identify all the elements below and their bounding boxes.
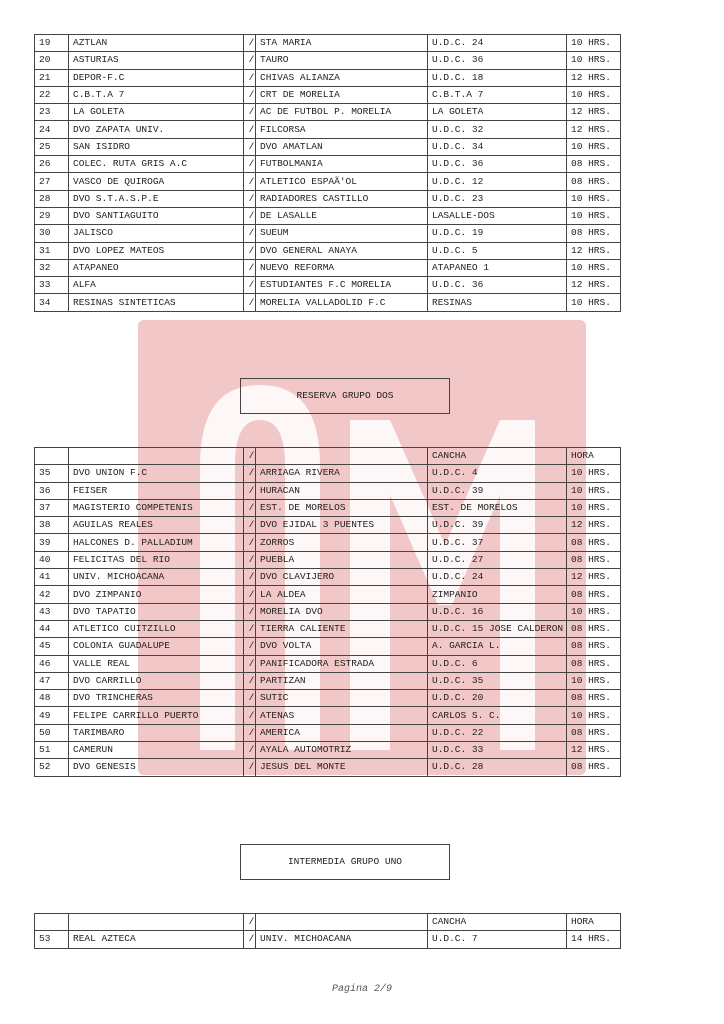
field-cancha-cell: LASALLE-DOS [428, 207, 567, 224]
match-table-1 [34, 34, 621, 312]
match-table-1-body [35, 35, 621, 312]
versus-separator-cell: / [244, 138, 256, 155]
page-footer: Pagina 2/9 [331, 984, 392, 995]
versus-separator-cell: / [244, 173, 256, 190]
home-team-cell: DVO TAPATIO [69, 603, 244, 620]
field-cancha-cell: U.D.C. 24 [428, 569, 567, 586]
field-cancha-cell: U.D.C. 16 [428, 603, 567, 620]
versus-separator-cell: / [244, 104, 256, 121]
home-team-cell: DVO S.T.A.S.P.E [69, 190, 244, 207]
time-hora-cell: 10 HRS. [567, 672, 621, 689]
match-number-cell: 26 [35, 156, 69, 173]
away-team-cell: TAURO [256, 52, 428, 69]
field-cancha-cell: LA GOLETA [428, 104, 567, 121]
time-hora-cell: 08 HRS. [567, 655, 621, 672]
field-cancha-cell: U.D.C. 34 [428, 138, 567, 155]
home-team-cell: ATAPANEO [69, 259, 244, 276]
home-team-cell: COLONIA GUADALUPE [69, 638, 244, 655]
table-row [35, 482, 621, 499]
table3-header-row [35, 914, 621, 931]
home-team-cell: JALISCO [69, 225, 244, 242]
away-team-cell: EST. DE MORELOS [256, 499, 428, 516]
match-number-cell: 24 [35, 121, 69, 138]
time-hora-cell: 12 HRS. [567, 242, 621, 259]
table-row [35, 551, 621, 568]
home-team-cell: MAGISTERIO COMPETENIS [69, 499, 244, 516]
home-team-cell: CAMERUN [69, 742, 244, 759]
match-table-3-body [35, 914, 621, 949]
away-team-cell: HURACAN [256, 482, 428, 499]
header-versus-separator: / [244, 914, 256, 931]
table-row [35, 638, 621, 655]
header-time-hora: HORA [567, 914, 621, 931]
home-team-cell: SAN ISIDRO [69, 138, 244, 155]
match-number-cell: 51 [35, 742, 69, 759]
table-row [35, 207, 621, 224]
match-number-cell: 23 [35, 104, 69, 121]
field-cancha-cell: U.D.C. 28 [428, 759, 567, 776]
time-hora-cell: 10 HRS. [567, 259, 621, 276]
match-number-cell: 39 [35, 534, 69, 551]
home-team-cell: LA GOLETA [69, 104, 244, 121]
table-row [35, 759, 621, 776]
away-team-cell: ARRIAGA RIVERA [256, 465, 428, 482]
home-team-cell: ALFA [69, 277, 244, 294]
time-hora-cell: 10 HRS. [567, 707, 621, 724]
field-cancha-cell: U.D.C. 35 [428, 672, 567, 689]
home-team-cell: DEPOR-F.C [69, 69, 244, 86]
match-number-cell: 25 [35, 138, 69, 155]
versus-separator-cell: / [244, 638, 256, 655]
field-cancha-cell: U.D.C. 39 [428, 482, 567, 499]
away-team-cell: NUEVO REFORMA [256, 259, 428, 276]
table-row [35, 277, 621, 294]
home-team-cell: DVO GENESIS [69, 759, 244, 776]
match-number-cell: 47 [35, 672, 69, 689]
home-team-cell: DVO CARRILLO [69, 672, 244, 689]
header-field-cancha: CANCHA [428, 914, 567, 931]
field-cancha-cell: U.D.C. 7 [428, 931, 567, 948]
match-number-cell: 37 [35, 499, 69, 516]
time-hora-cell: 08 HRS. [567, 724, 621, 741]
table-row [35, 499, 621, 516]
match-number-cell: 52 [35, 759, 69, 776]
home-team-cell: DVO SANTIAGUITO [69, 207, 244, 224]
time-hora-cell: 12 HRS. [567, 569, 621, 586]
home-team-cell: HALCONES D. PALLADIUM [69, 534, 244, 551]
table-row [35, 603, 621, 620]
versus-separator-cell: / [244, 551, 256, 568]
versus-separator-cell: / [244, 190, 256, 207]
header-match-number [35, 448, 69, 465]
table-row [35, 86, 621, 103]
away-team-cell: DVO GENERAL ANAYA [256, 242, 428, 259]
away-team-cell: FILCORSA [256, 121, 428, 138]
table-row [35, 707, 621, 724]
field-cancha-cell: C.B.T.A 7 [428, 86, 567, 103]
away-team-cell: DVO VOLTA [256, 638, 428, 655]
field-cancha-cell: U.D.C. 23 [428, 190, 567, 207]
match-number-cell: 33 [35, 277, 69, 294]
match-number-cell: 53 [35, 931, 69, 948]
field-cancha-cell: CARLOS S. C. [428, 707, 567, 724]
away-team-cell: AYALA AUTOMOTRIZ [256, 742, 428, 759]
field-cancha-cell: U.D.C. 27 [428, 551, 567, 568]
time-hora-cell: 08 HRS. [567, 551, 621, 568]
time-hora-cell: 12 HRS. [567, 121, 621, 138]
home-team-cell: C.B.T.A 7 [69, 86, 244, 103]
table-row [35, 742, 621, 759]
time-hora-cell: 08 HRS. [567, 156, 621, 173]
match-number-cell: 32 [35, 259, 69, 276]
header-home-team [69, 448, 244, 465]
table-row [35, 534, 621, 551]
header-away-team [256, 914, 428, 931]
field-cancha-cell: U.D.C. 36 [428, 52, 567, 69]
away-team-cell: UNIV. MICHOACANA [256, 931, 428, 948]
away-team-cell: SUEUM [256, 225, 428, 242]
table-row [35, 242, 621, 259]
time-hora-cell: 08 HRS. [567, 638, 621, 655]
match-number-cell: 19 [35, 35, 69, 52]
table-row [35, 69, 621, 86]
home-team-cell: FELICITAS DEL RIO [69, 551, 244, 568]
home-team-cell: AZTLAN [69, 35, 244, 52]
versus-separator-cell: / [244, 499, 256, 516]
home-team-cell: DVO LOPEZ MATEOS [69, 242, 244, 259]
match-number-cell: 30 [35, 225, 69, 242]
field-cancha-cell: U.D.C. 22 [428, 724, 567, 741]
section-title-reserva: RESERVA GRUPO DOS [240, 378, 450, 414]
header-field-cancha: CANCHA [428, 448, 567, 465]
time-hora-cell: 08 HRS. [567, 690, 621, 707]
table-row [35, 672, 621, 689]
match-number-cell: 48 [35, 690, 69, 707]
time-hora-cell: 10 HRS. [567, 138, 621, 155]
versus-separator-cell: / [244, 225, 256, 242]
table-row [35, 190, 621, 207]
versus-separator-cell: / [244, 482, 256, 499]
home-team-cell: RESINAS SINTETICAS [69, 294, 244, 311]
home-team-cell: ATLETICO CUITZILLO [69, 620, 244, 637]
match-number-cell: 29 [35, 207, 69, 224]
away-team-cell: STA MARIA [256, 35, 428, 52]
match-number-cell: 42 [35, 586, 69, 603]
field-cancha-cell: EST. DE MORELOS [428, 499, 567, 516]
home-team-cell: VALLE REAL [69, 655, 244, 672]
time-hora-cell: 12 HRS. [567, 742, 621, 759]
match-number-cell: 43 [35, 603, 69, 620]
match-number-cell: 40 [35, 551, 69, 568]
away-team-cell: DVO CLAVIJERO [256, 569, 428, 586]
away-team-cell: CHIVAS ALIANZA [256, 69, 428, 86]
versus-separator-cell: / [244, 569, 256, 586]
field-cancha-cell: U.D.C. 4 [428, 465, 567, 482]
field-cancha-cell: ZIMPANIO [428, 586, 567, 603]
field-cancha-cell: U.D.C. 20 [428, 690, 567, 707]
time-hora-cell: 10 HRS. [567, 207, 621, 224]
table-row [35, 121, 621, 138]
header-home-team [69, 914, 244, 931]
versus-separator-cell: / [244, 603, 256, 620]
time-hora-cell: 08 HRS. [567, 225, 621, 242]
away-team-cell: TIERRA CALIENTE [256, 620, 428, 637]
home-team-cell: FEISER [69, 482, 244, 499]
field-cancha-cell: U.D.C. 12 [428, 173, 567, 190]
field-cancha-cell: U.D.C. 32 [428, 121, 567, 138]
match-number-cell: 34 [35, 294, 69, 311]
versus-separator-cell: / [244, 207, 256, 224]
versus-separator-cell: / [244, 742, 256, 759]
home-team-cell: REAL AZTECA [69, 931, 244, 948]
home-team-cell: DVO ZAPATA UNIV. [69, 121, 244, 138]
time-hora-cell: 08 HRS. [567, 586, 621, 603]
time-hora-cell: 08 HRS. [567, 173, 621, 190]
table-row [35, 52, 621, 69]
away-team-cell: ATLETICO ESPAÃ'OL [256, 173, 428, 190]
versus-separator-cell: / [244, 655, 256, 672]
versus-separator-cell: / [244, 586, 256, 603]
field-cancha-cell: U.D.C. 33 [428, 742, 567, 759]
time-hora-cell: 12 HRS. [567, 277, 621, 294]
away-team-cell: FUTBOLMANIA [256, 156, 428, 173]
match-number-cell: 44 [35, 620, 69, 637]
versus-separator-cell: / [244, 931, 256, 948]
table-row [35, 690, 621, 707]
versus-separator-cell: / [244, 620, 256, 637]
away-team-cell: ATENAS [256, 707, 428, 724]
match-table-3 [34, 913, 621, 949]
match-number-cell: 49 [35, 707, 69, 724]
table-row [35, 225, 621, 242]
away-team-cell: JESUS DEL MONTE [256, 759, 428, 776]
table-row [35, 931, 621, 948]
versus-separator-cell: / [244, 259, 256, 276]
time-hora-cell: 08 HRS. [567, 759, 621, 776]
time-hora-cell: 10 HRS. [567, 52, 621, 69]
field-cancha-cell: U.D.C. 39 [428, 517, 567, 534]
field-cancha-cell: ATAPANEO 1 [428, 259, 567, 276]
table-row [35, 620, 621, 637]
field-cancha-cell: A. GARCIA L. [428, 638, 567, 655]
versus-separator-cell: / [244, 724, 256, 741]
versus-separator-cell: / [244, 69, 256, 86]
versus-separator-cell: / [244, 759, 256, 776]
time-hora-cell: 08 HRS. [567, 534, 621, 551]
time-hora-cell: 08 HRS. [567, 620, 621, 637]
away-team-cell: LA ALDEA [256, 586, 428, 603]
time-hora-cell: 12 HRS. [567, 69, 621, 86]
away-team-cell: DE LASALLE [256, 207, 428, 224]
field-cancha-cell: U.D.C. 36 [428, 277, 567, 294]
time-hora-cell: 12 HRS. [567, 104, 621, 121]
home-team-cell: DVO UNION F.C [69, 465, 244, 482]
versus-separator-cell: / [244, 672, 256, 689]
away-team-cell: PANIFICADORA ESTRADA [256, 655, 428, 672]
home-team-cell: COLEC. RUTA GRIS A.C [69, 156, 244, 173]
table-row [35, 294, 621, 311]
versus-separator-cell: / [244, 121, 256, 138]
match-number-cell: 28 [35, 190, 69, 207]
home-team-cell: ASTURIAS [69, 52, 244, 69]
table-row [35, 724, 621, 741]
time-hora-cell: 12 HRS. [567, 517, 621, 534]
match-number-cell: 22 [35, 86, 69, 103]
time-hora-cell: 10 HRS. [567, 294, 621, 311]
match-number-cell: 21 [35, 69, 69, 86]
match-number-cell: 31 [35, 242, 69, 259]
field-cancha-cell: U.D.C. 19 [428, 225, 567, 242]
header-match-number [35, 914, 69, 931]
versus-separator-cell: / [244, 35, 256, 52]
versus-separator-cell: / [244, 465, 256, 482]
time-hora-cell: 10 HRS. [567, 86, 621, 103]
match-table-2-body [35, 448, 621, 777]
away-team-cell: PARTIZAN [256, 672, 428, 689]
versus-separator-cell: / [244, 294, 256, 311]
home-team-cell: FELIPE CARRILLO PUERTO [69, 707, 244, 724]
home-team-cell: UNIV. MICHOACANA [69, 569, 244, 586]
match-number-cell: 41 [35, 569, 69, 586]
away-team-cell: AMERICA [256, 724, 428, 741]
away-team-cell: MORELIA DVO [256, 603, 428, 620]
away-team-cell: AC DE FUTBOL P. MORELIA [256, 104, 428, 121]
away-team-cell: PUEBLA [256, 551, 428, 568]
away-team-cell: DVO AMATLAN [256, 138, 428, 155]
versus-separator-cell: / [244, 52, 256, 69]
match-number-cell: 35 [35, 465, 69, 482]
away-team-cell: ESTUDIANTES F.C MORELIA [256, 277, 428, 294]
match-table-2 [34, 447, 621, 777]
table-row [35, 35, 621, 52]
time-hora-cell: 10 HRS. [567, 190, 621, 207]
time-hora-cell: 10 HRS. [567, 482, 621, 499]
home-team-cell: DVO TRINCHERAS [69, 690, 244, 707]
table-row [35, 465, 621, 482]
header-away-team [256, 448, 428, 465]
away-team-cell: ZORROS [256, 534, 428, 551]
away-team-cell: RADIADORES CASTILLO [256, 190, 428, 207]
field-cancha-cell: U.D.C. 18 [428, 69, 567, 86]
section-title-intermedia: INTERMEDIA GRUPO UNO [240, 844, 450, 880]
versus-separator-cell: / [244, 690, 256, 707]
home-team-cell: DVO ZIMPANIO [69, 586, 244, 603]
field-cancha-cell: U.D.C. 37 [428, 534, 567, 551]
header-time-hora: HORA [567, 448, 621, 465]
header-versus-separator: / [244, 448, 256, 465]
versus-separator-cell: / [244, 534, 256, 551]
table-row [35, 259, 621, 276]
table-row [35, 104, 621, 121]
table-row [35, 586, 621, 603]
time-hora-cell: 14 HRS. [567, 931, 621, 948]
table-row [35, 138, 621, 155]
versus-separator-cell: / [244, 277, 256, 294]
away-team-cell: MORELIA VALLADOLID F.C [256, 294, 428, 311]
away-team-cell: CRT DE MORELIA [256, 86, 428, 103]
field-cancha-cell: U.D.C. 24 [428, 35, 567, 52]
match-number-cell: 45 [35, 638, 69, 655]
match-number-cell: 38 [35, 517, 69, 534]
field-cancha-cell: U.D.C. 6 [428, 655, 567, 672]
field-cancha-cell: RESINAS [428, 294, 567, 311]
match-number-cell: 46 [35, 655, 69, 672]
away-team-cell: SUTIC [256, 690, 428, 707]
field-cancha-cell: U.D.C. 5 [428, 242, 567, 259]
home-team-cell: TARIMBARO [69, 724, 244, 741]
table-row [35, 517, 621, 534]
home-team-cell: VASCO DE QUIROGA [69, 173, 244, 190]
time-hora-cell: 10 HRS. [567, 499, 621, 516]
table-row [35, 173, 621, 190]
versus-separator-cell: / [244, 517, 256, 534]
field-cancha-cell: U.D.C. 36 [428, 156, 567, 173]
table-row [35, 655, 621, 672]
versus-separator-cell: / [244, 242, 256, 259]
match-number-cell: 50 [35, 724, 69, 741]
table-row [35, 156, 621, 173]
field-cancha-cell: U.D.C. 15 JOSE CALDERON [428, 620, 567, 637]
time-hora-cell: 10 HRS. [567, 35, 621, 52]
time-hora-cell: 10 HRS. [567, 465, 621, 482]
versus-separator-cell: / [244, 86, 256, 103]
table2-header-row [35, 448, 621, 465]
match-number-cell: 36 [35, 482, 69, 499]
time-hora-cell: 10 HRS. [567, 603, 621, 620]
table-row [35, 569, 621, 586]
versus-separator-cell: / [244, 156, 256, 173]
home-team-cell: AGUILAS REALES [69, 517, 244, 534]
versus-separator-cell: / [244, 707, 256, 724]
match-number-cell: 20 [35, 52, 69, 69]
away-team-cell: DVO EJIDAL 3 PUENTES [256, 517, 428, 534]
match-number-cell: 27 [35, 173, 69, 190]
